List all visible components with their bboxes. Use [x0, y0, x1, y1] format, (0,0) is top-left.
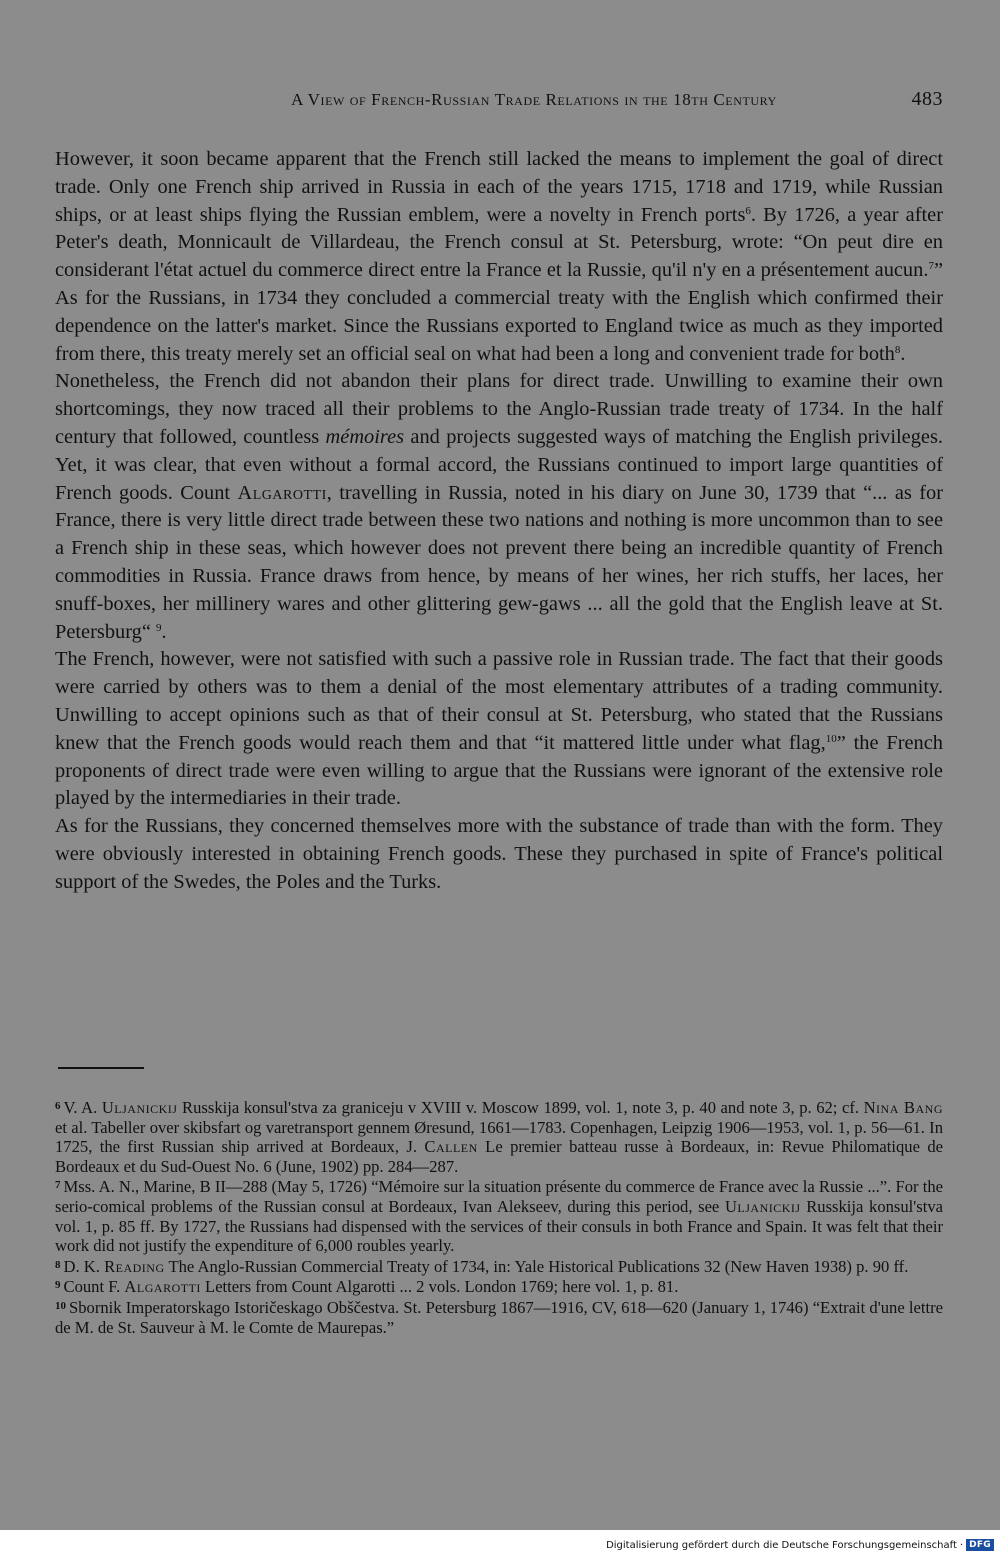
digitization-credit: Digitalisierung gefördert durch die Deutsche Forschungsgemeinschaft · DFG: [606, 1539, 994, 1551]
page-header: [55, 88, 943, 118]
footnote: $^6$ V. A. Uljanickij Russkija konsul'stva za graniceju v XVIII v. Moscow 1899, vol. 1, note 3, p. 40 and note 3, p. 62; cf. Nina Bang et al. Tabeller over skibsfart og varetransport gennem Øresund, 1661—1783. Copenhagen, Leipzig 1906—1953, vol. 1, p. 56—61. In 1725, the first Russian ship arrived at Bordeaux, J. Callen Le premier batteau russe à Bordeaux, in: Revue Philomatique de Bordeaux et du Sud-Ouest No. 6 (June, 1902) pp. 284—287.: [55, 1098, 943, 1176]
footnote: $^8$ D. K. Reading The Anglo-Russian Commercial Treaty of 1734, in: Yale Historical Publications 32 (New Haven 1938) p. 90 ff.: [55, 1256, 909, 1276]
footnote-ref[interactable]: 6: [745, 204, 751, 217]
dfg-logo: DFG: [966, 1539, 994, 1551]
footnote-ref[interactable]: 9: [156, 621, 162, 634]
paragraph: Nonetheless, the French did not abandon their plans for direct trade. Unwilling to examine their own shortcomings, they now traced all their problems to the Anglo-Russian trade treaty of 1734. In the half century that followed, countless mémoires and projects suggested ways of matching the English privileges. Yet, it was clear, that even without a formal accord, the Russians continued to import large quantities of French goods. Count Algarotti, travelling in Russia, noted in his diary on June 30, 1739 that “... as for France, there is very little direct trade between these two nations and nothing is more uncommon than to see a French ship in these seas, which however does not prevent there being an incredible quantity of French commodities in Russia. France draws from hence, by means of her wines, her rich stuffs, her laces, her snuff-boxes, her millinery wares and other glittering gew-gaws ... all the gold that the English leave at St. Petersburg“ $^9$.: [55, 370, 944, 643]
footnote: $^9$ Count F. Algarotti Letters from Count Algarotti ... 2 vols. London 1769; here vol. 1, p. 81.: [55, 1277, 679, 1297]
paragraph: However, it soon became apparent that the French still lacked the means to implement the goal of direct trade. Only one French ship arrived in Russia in each of the years 1715, 1718 and 1719, while Russian ships, or at least ships flying the Russian emblem, were a novelty in French ports$^6$. By 1726, a year after Peter's death, Monnicault de Villardeau, the French consul at St. Petersburg, wrote: “On peut dire en considerant l'état actuel du commerce direct entre la France et la Russie, qu'il n'y en a présentement aucun.$^7$” As for the Russians, in 1734 they concluded a commercial treaty with the English which confirmed their dependence on the latter's market. Since the Russians exported to England twice as much as they imported from there, this treaty merely set an official seal on what had been a long and convenient trade for both$^8$.: [55, 148, 944, 365]
paragraph: The French, however, were not satisfied with such a passive role in Russian trade. The fact that their goods were carried by others was to them a denial of the most elementary attributes of a trading community. Unwilling to accept opinions such as that of their consul at St. Petersburg, who stated that the Russians knew that the French goods would reach them and that “it mattered little under what flag,$^{10}$” the French proponents of direct trade were even willing to argue that the Russians were ignorant of the extensive role played by the intermediaries in their trade.: [55, 648, 943, 810]
main-text: [55, 146, 943, 897]
footnote: $^7$ Mss. A. N., Marine, B II—288 (May 5, 1726) “Mémoire sur la situation présente du commerce de France avec la Russie ...”. For the serio-comical problems of the Russian consul at Bordeaux, Ivan Alekseev, during this period, see Uljanickij Russkija konsul'stva vol. 1, p. 85 ff. By 1727, the Russians had dispensed with the services of their consuls in both France and Spain. It was felt that their work did not justify the expenditure of 6,000 roubles yearly.: [55, 1177, 943, 1256]
footnotes: [55, 1097, 943, 1337]
footnote-ref[interactable]: 8: [894, 343, 901, 356]
page-number: 483: [911, 88, 943, 110]
footnote-ref[interactable]: 10: [825, 732, 837, 745]
credit-text: Digitalisierung gefördert durch die Deutsche Forschungsgemeinschaft: [606, 1539, 957, 1551]
author-name: Algarotti: [237, 481, 327, 504]
footnote-divider: [58, 1067, 144, 1069]
footnote-ref[interactable]: 7: [928, 260, 934, 273]
footnote: $^{10}$ Sbornik Imperatorskago Istoričeskago Obščestva. St. Petersburg 1867—1916, CV, 618—620 (January 1, 1746) “Extrait d'une lettre de M. de St. Sauveur à M. le Comte de Maurepas.”: [55, 1297, 943, 1337]
paragraph: As for the Russians, they concerned themselves more with the substance of trade than with the form. They were obviously interested in obtaining French goods. These they purchased in spite of France's political support of the Swedes, the Poles and the Turks.: [55, 815, 943, 893]
running-title: A View of French-Russian Trade Relations in the 18th Century: [291, 90, 777, 109]
